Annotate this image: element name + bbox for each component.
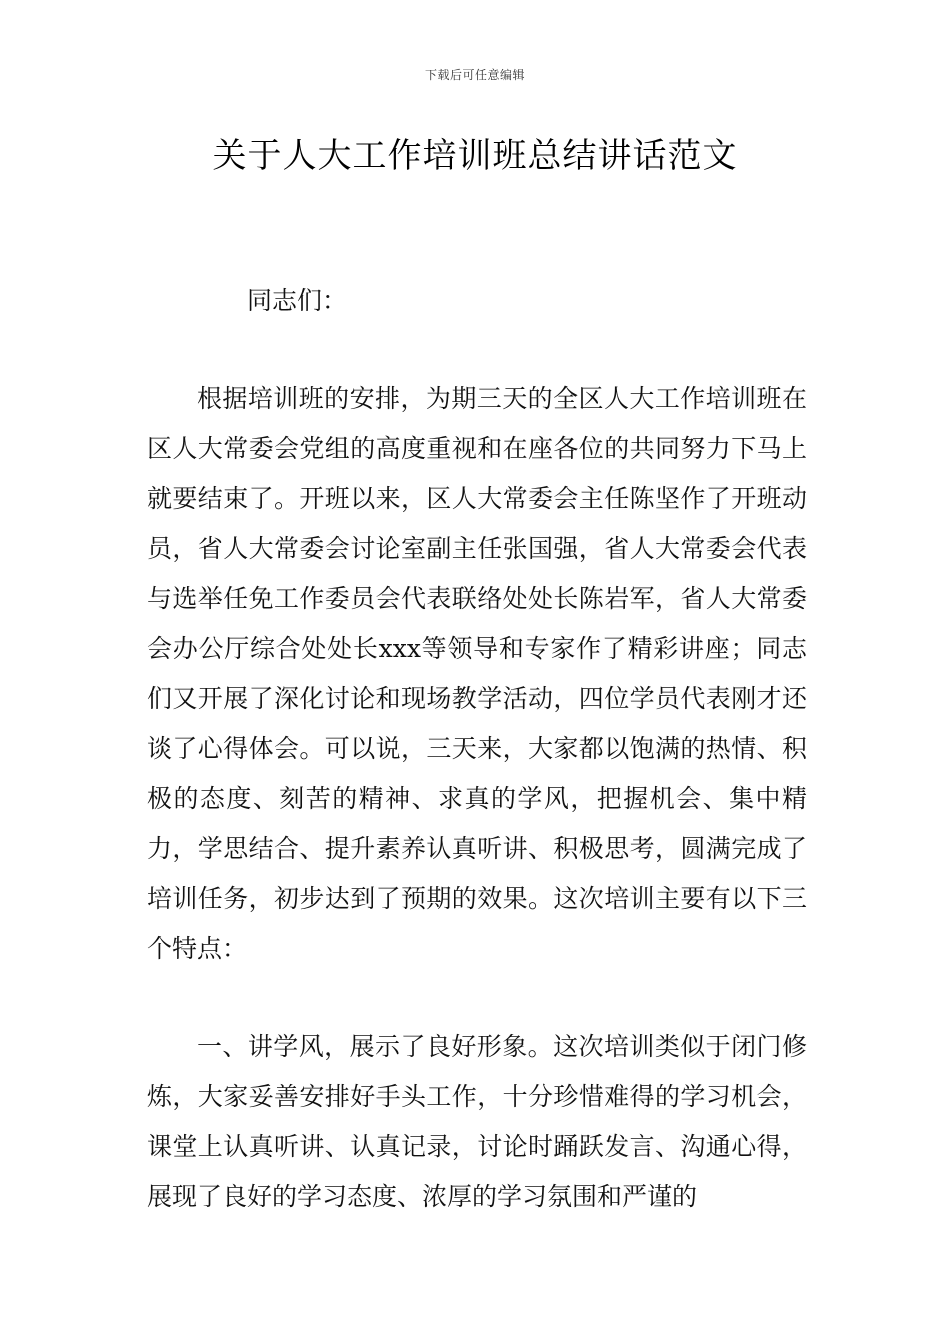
document-title: 关于人大工作培训班总结讲话范文: [212, 136, 738, 176]
paragraph-2: 一、讲学风，展示了良好形象。这次培训类似于闭门修炼，大家妥善安排好手头工作，十分珍惜难得的学习机会，课堂上认真听讲、认真记录，讨论时踊跃发言、沟通心得，展现了良好的学习态度、浓厚的学习氛围和严谨的: [147, 1032, 807, 1211]
header-note: 下载后可任意编辑: [424, 68, 525, 82]
paragraph-1: 根据培训班的安排，为期三天的全区人大工作培训班在区人大常委会党组的高度重视和在座各位的共同努力下马上就要结束了。开班以来，区人大常委会主任陈坚作了开班动员，省人大常委会讨论室副主任张国强，省人大常委会代表与选举任免工作委员会代表联络处处长陈岩军，省人大常委会办公厅综合处处长xxx等领导和专家作了精彩讲座；同志们又开展了深化讨论和现场教学活动，四位学员代表刚才还谈了心得体会。可以说，三天来，大家都以饱满的热情、积极的态度、刻苦的精神、求真的学风，把握机会、集中精力，学思结合、提升素养认真听讲、积极思考，圆满完成了培训任务，初步达到了预期的效果。这次培训主要有以下三个特点：: [147, 384, 807, 963]
salutation: 同志们：: [247, 286, 348, 315]
